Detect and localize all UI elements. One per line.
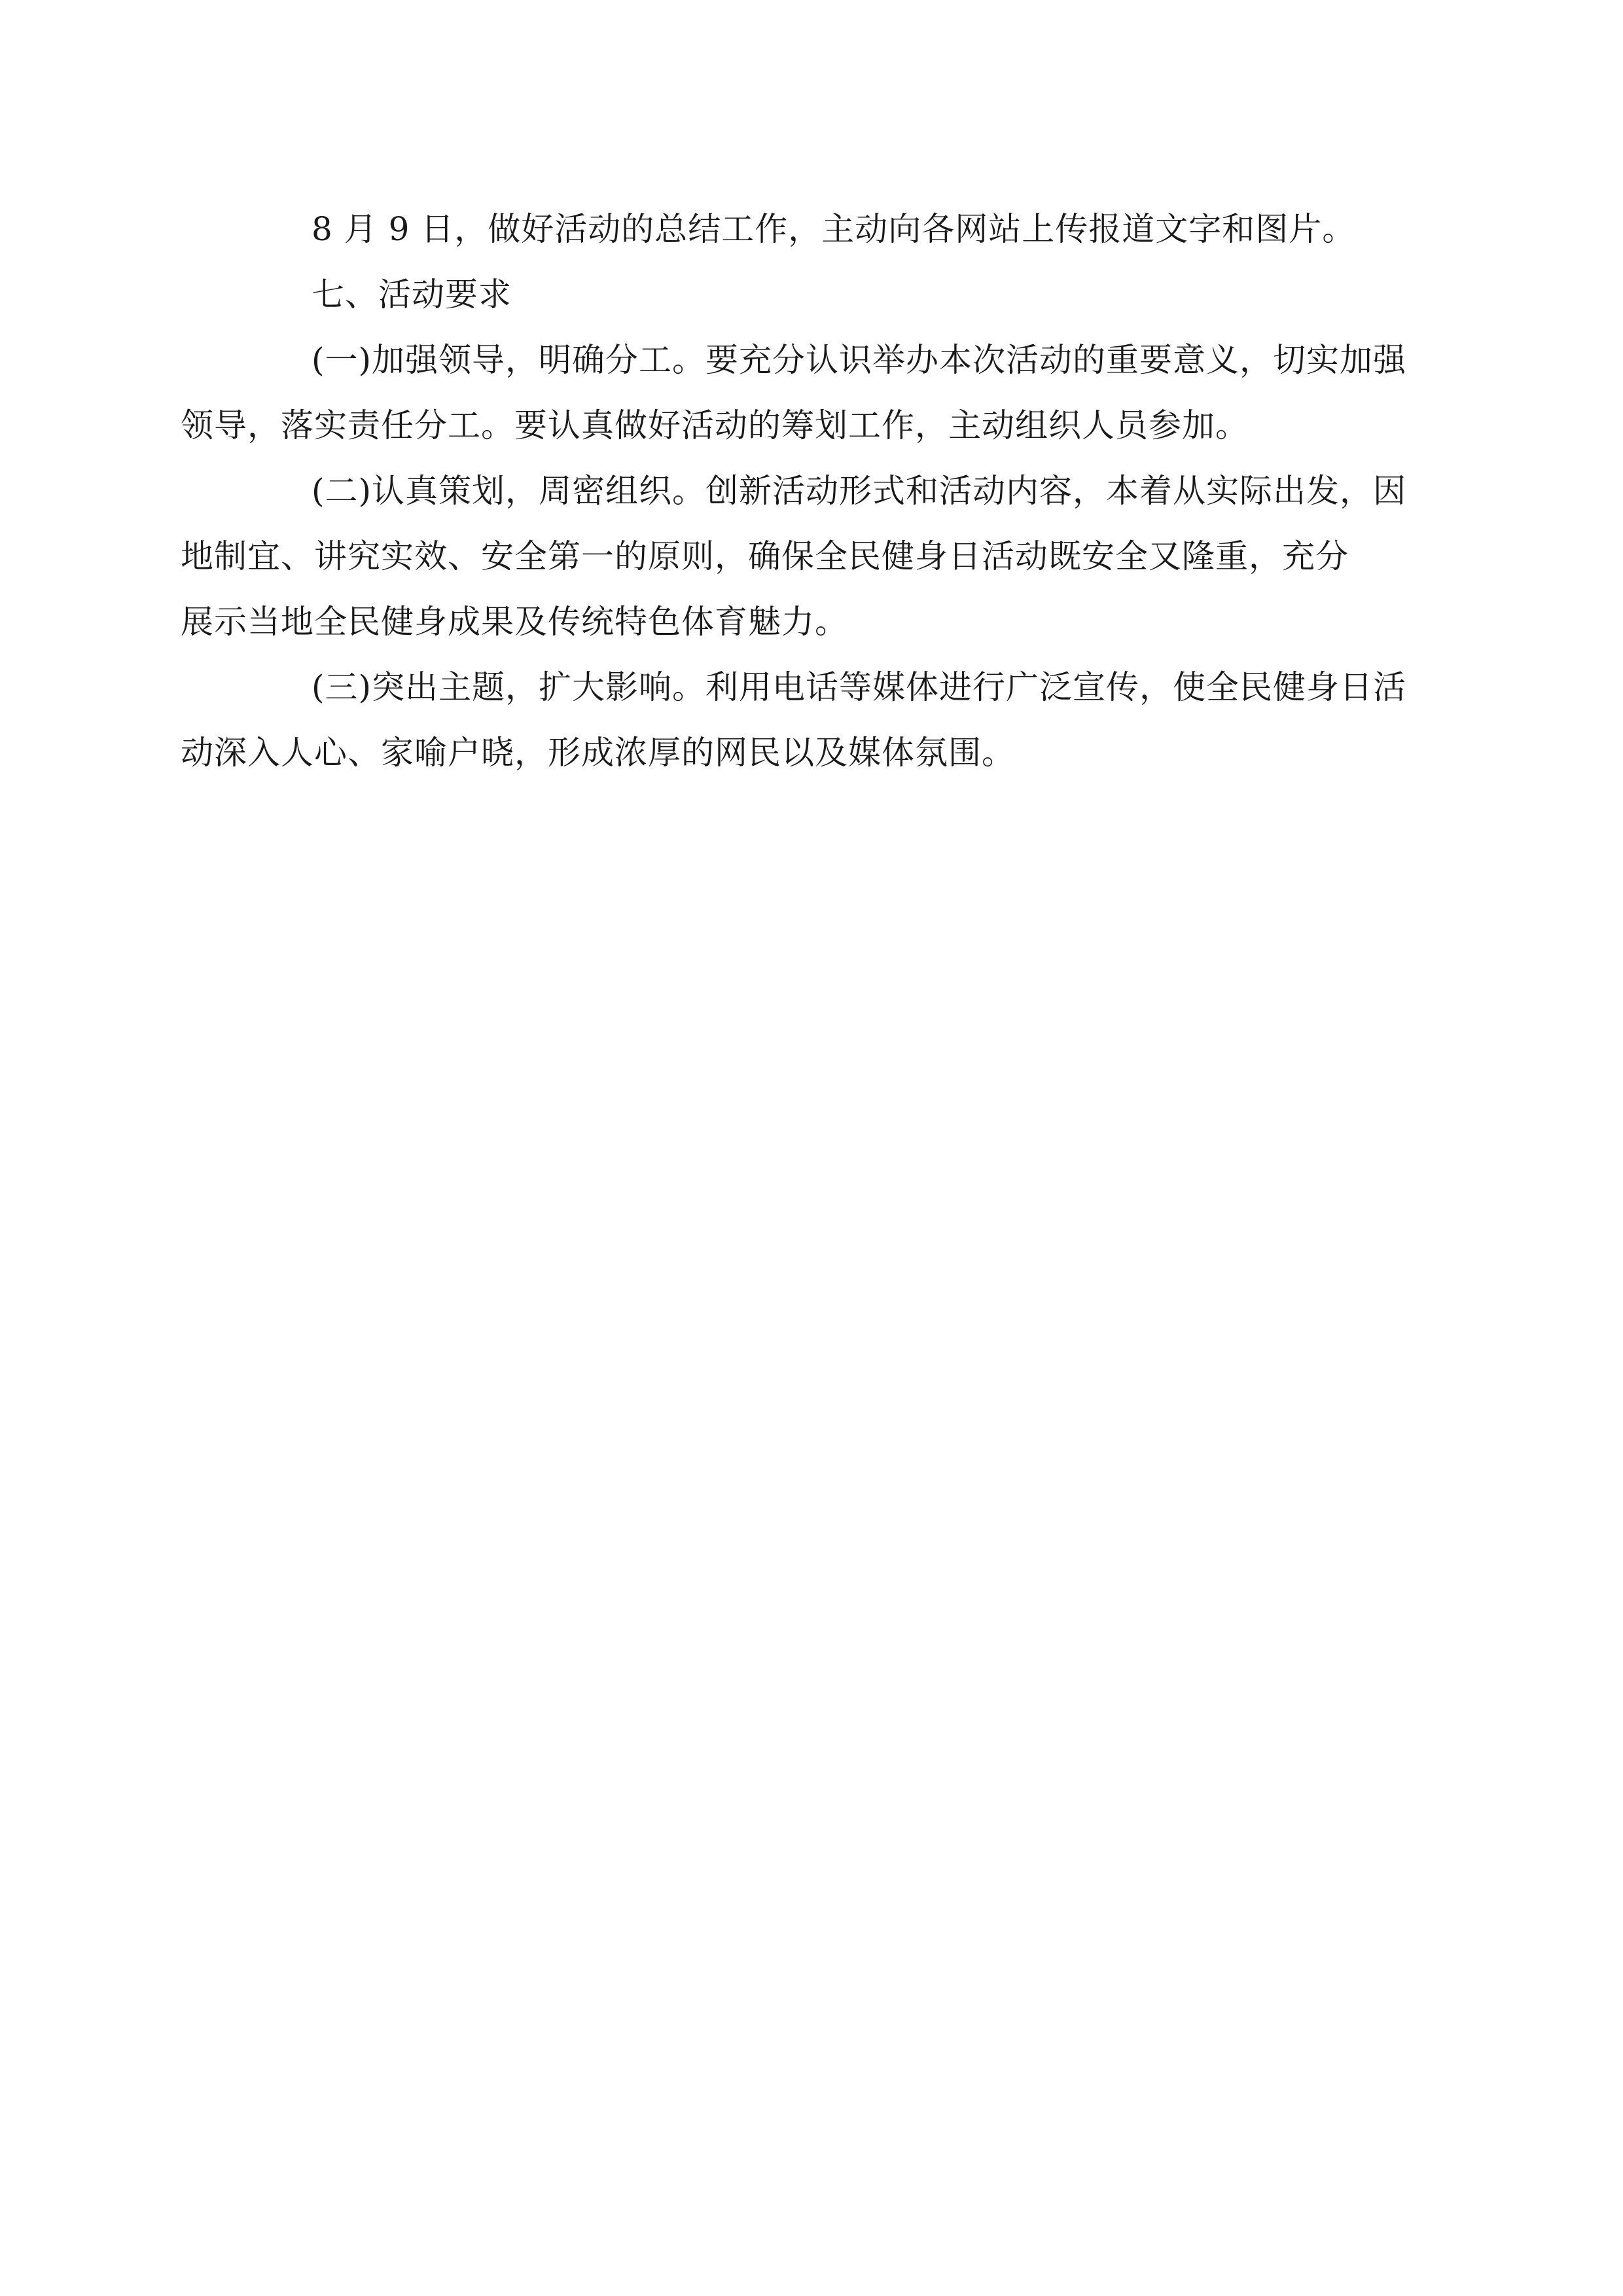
section-heading-activity-requirements bbox=[246, 262, 1378, 327]
text-line: 展示当地全民健身成果及传统特色体育魅力。 bbox=[181, 603, 848, 641]
text-line: 动深入人心、家喻户晓，形成浓厚的网民以及媒体氛围。 bbox=[181, 734, 1015, 772]
text-line: 8 月 9 日，做好活动的总结工作，主动向各网站上传报道文字和图片。 bbox=[312, 210, 1356, 248]
text-line: (三)突出主题，扩大影响。利用电话等媒体进行广泛宣传，使全民健身日活 bbox=[312, 668, 1407, 706]
text-line: 领导，落实责任分工。要认真做好活动的筹划工作，主动组织人员参加。 bbox=[181, 406, 1249, 444]
text-line: (二)认真策划，周密组织。创新活动形式和活动内容，本着从实际出发，因 bbox=[312, 472, 1407, 510]
document-body bbox=[181, 196, 1407, 785]
text-line: 地制宜、讲究实效、安全第一的原则，确保全民健身日活动既安全又隆重，充分 bbox=[181, 537, 1349, 575]
paragraph-requirement-2 bbox=[181, 458, 1407, 655]
paragraph-requirement-1 bbox=[181, 327, 1407, 458]
paragraph-summary-date bbox=[246, 196, 1378, 262]
text-line: (一)加强领导，明确分工。要充分认识举办本次活动的重要意义，切实加强 bbox=[312, 341, 1407, 379]
paragraph-requirement-3 bbox=[181, 655, 1407, 785]
heading-text: 七、活动要求 bbox=[312, 276, 512, 314]
